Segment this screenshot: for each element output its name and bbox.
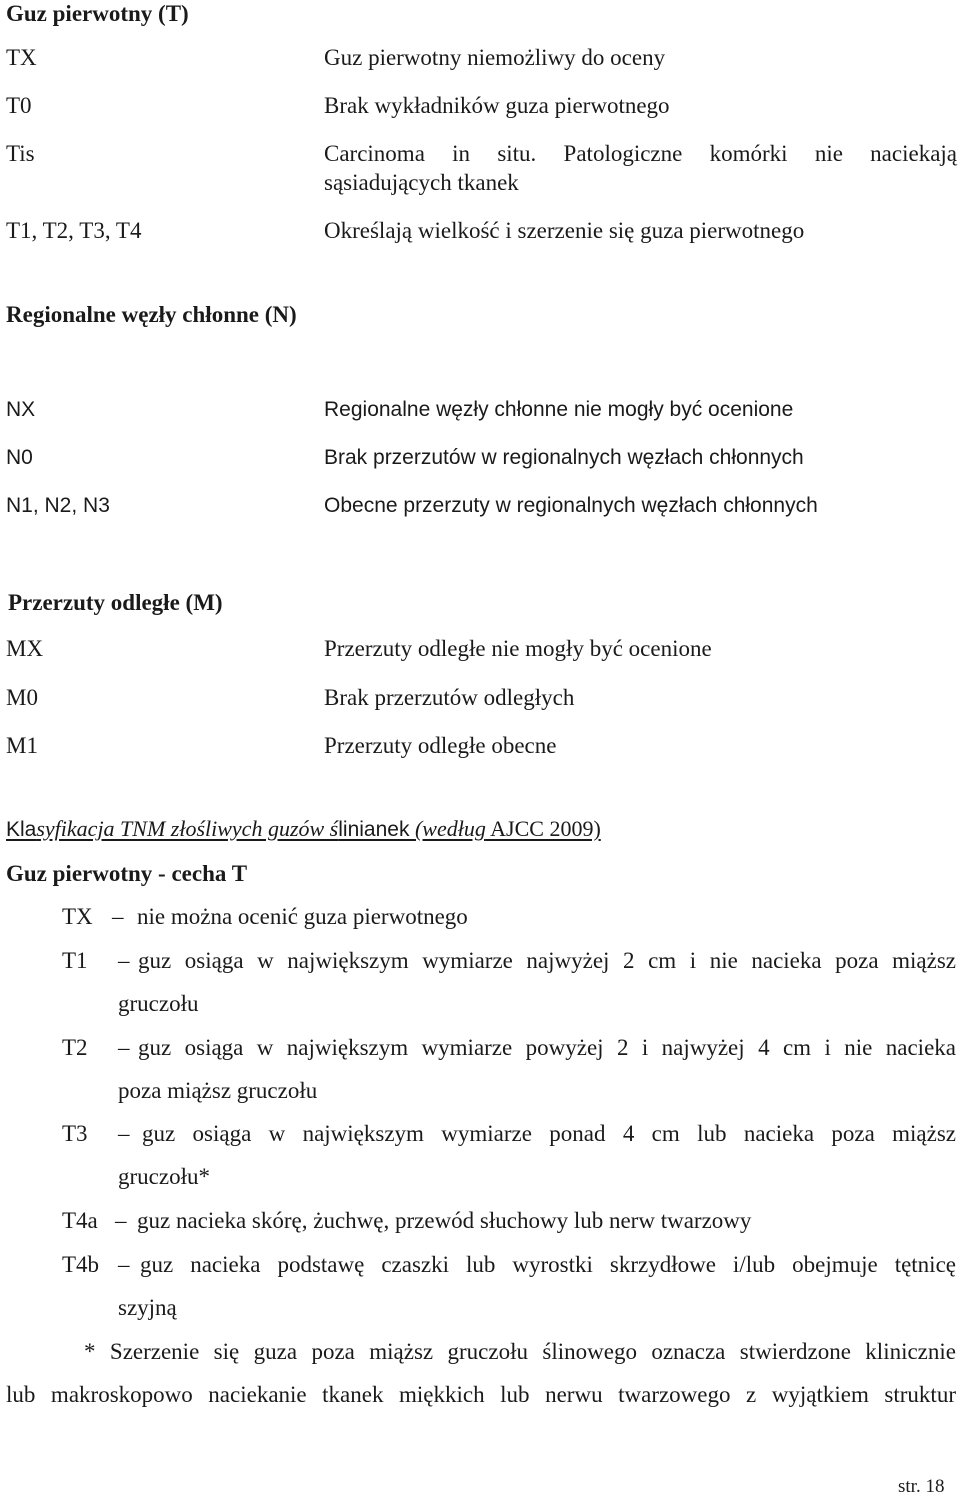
section-n-heading: Regionalne węzły chłonne (N) [6, 302, 297, 327]
m-code: M1 [6, 733, 38, 758]
n-code: NX [6, 398, 36, 421]
t-desc: Carcinoma in situ. Patologiczne komórki nie naciekają [324, 141, 957, 166]
dash: – [118, 1252, 130, 1277]
n-desc: Regionalne węzły chłonne nie mogły być ocenione [324, 398, 794, 421]
t-code: TX [6, 45, 37, 70]
tnm-code: TX [62, 904, 93, 929]
tnm-code: T4a [62, 1208, 98, 1233]
tnm-desc-continuation: gruczołu [118, 991, 199, 1016]
m-code: M0 [6, 685, 38, 710]
n-code: N0 [6, 446, 33, 469]
tnm-desc-continuation: poza miąższ gruczołu [118, 1078, 318, 1103]
t-desc: Brak wykładników guza pierwotnego [324, 93, 670, 118]
n-desc: Obecne przerzuty w regionalnych węzłach chłonnych [324, 494, 818, 517]
dash: – [118, 1121, 130, 1146]
t-code: T0 [6, 93, 32, 118]
m-desc: Przerzuty odległe obecne [324, 733, 557, 758]
dash: – [112, 904, 124, 929]
tnm-code: T2 [62, 1035, 88, 1060]
footnote-line-2: lub makroskopowo naciekanie tkanek miękkich lub nerwu twarzowego z wyjątkiem struktur [6, 1382, 956, 1407]
tnm-desc: nie można ocenić guza pierwotnego [137, 904, 468, 929]
footnote-line-1: * Szerzenie się guza poza miąższ gruczołu ślinowego oznacza stwierdzone klinicznie [84, 1339, 956, 1364]
m-code: MX [6, 636, 44, 661]
m-desc: Brak przerzutów odległych [324, 685, 575, 710]
dash: – [118, 948, 130, 973]
section-m-heading: Przerzuty odległe (M) [8, 590, 223, 615]
page-number: str. 18 [898, 1476, 945, 1497]
tnm-caption: Klasyfikacja TNM złośliwych guzów ślinianek (według AJCC 2009) [6, 816, 601, 841]
t-desc: Określają wielkość i szerzenie się guza pierwotnego [324, 218, 805, 243]
dash: – [115, 1208, 127, 1233]
tnm-desc: guz osiąga w największym wymiarze powyżej 2 i najwyżej 4 cm i nie nacieka [138, 1035, 956, 1060]
tnm-code: T1 [62, 948, 88, 973]
section-t-heading: Guz pierwotny (T) [6, 1, 189, 26]
t-desc-continuation: sąsiadujących tkanek [324, 170, 519, 195]
tnm-code: T4b [62, 1252, 100, 1277]
t-code: Tis [6, 141, 35, 166]
n-code: N1, N2, N3 [6, 494, 110, 517]
tnm-desc-continuation: szyjną [118, 1295, 177, 1320]
tnm-subheading: Guz pierwotny - cecha T [6, 861, 248, 886]
tnm-desc: guz nacieka podstawę czaszki lub wyrostki skrzydłowe i/lub obejmuje tętnicę [140, 1252, 956, 1277]
m-desc: Przerzuty odległe nie mogły być ocenione [324, 636, 712, 661]
t-code: T1, T2, T3, T4 [6, 218, 142, 243]
tnm-desc: guz nacieka skórę, żuchwę, przewód słuchowy lub nerw twarzowy [137, 1208, 752, 1233]
tnm-desc: guz osiąga w największym wymiarze najwyżej 2 cm i nie nacieka poza miąższ [138, 948, 956, 973]
n-desc: Brak przerzutów w regionalnych węzłach chłonnych [324, 446, 804, 469]
dash: – [118, 1035, 130, 1060]
tnm-desc: guz osiąga w największym wymiarze ponad 4 cm lub nacieka poza miąższ [142, 1121, 956, 1146]
tnm-desc-continuation: gruczołu* [118, 1164, 210, 1189]
tnm-code: T3 [62, 1121, 88, 1146]
t-desc: Guz pierwotny niemożliwy do oceny [324, 45, 666, 70]
